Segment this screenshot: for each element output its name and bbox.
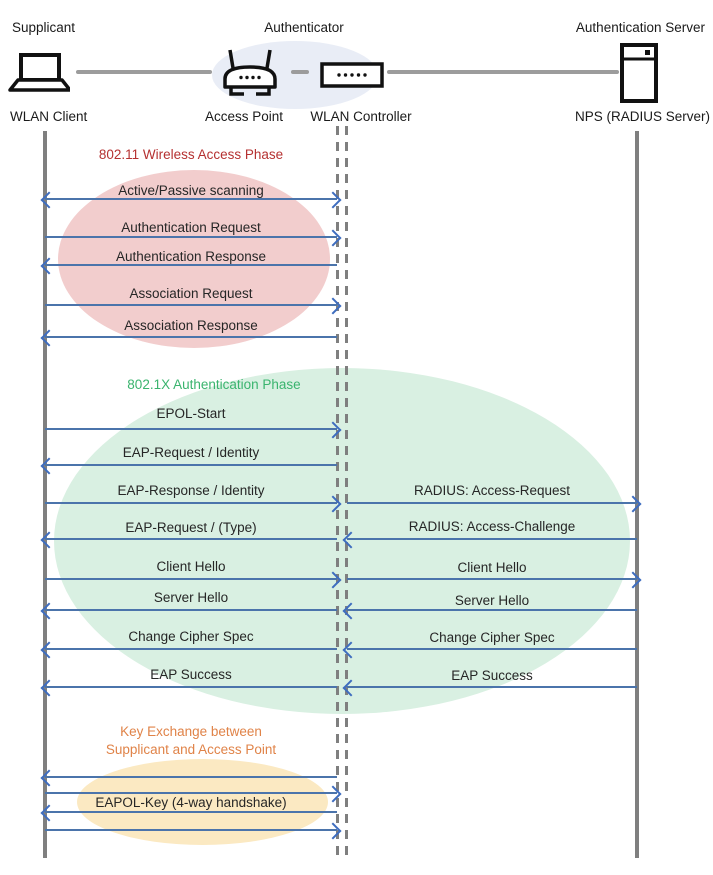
msg-radius-access-request: RADIUS: Access-Request	[413, 483, 571, 498]
arrow-eap-success-left	[45, 686, 337, 688]
msg-assoc-response: Association Response	[124, 318, 258, 333]
phase3-title-line2: Supplicant and Access Point	[105, 742, 277, 757]
msg-epol-start: EPOL-Start	[156, 406, 226, 421]
arrow-eap-request-type	[45, 538, 337, 540]
device-access-point: Access Point	[204, 109, 284, 124]
msg-client-hello-left: Client Hello	[156, 559, 226, 574]
wlan-controller-icon	[320, 62, 384, 88]
arrow-assoc-request	[45, 304, 337, 306]
msg-client-hello-right: Client Hello	[457, 560, 527, 575]
connector-ap-controller	[291, 70, 309, 74]
arrow-change-cipher-left	[45, 648, 337, 650]
connector-client-ap	[76, 70, 212, 74]
msg-server-hello-right: Server Hello	[454, 593, 530, 608]
msg-eap-request-identity: EAP-Request / Identity	[122, 445, 260, 460]
msg-change-cipher-left: Change Cipher Spec	[128, 629, 254, 644]
role-authenticator: Authenticator	[264, 20, 344, 35]
msg-radius-access-challenge: RADIUS: Access-Challenge	[408, 519, 576, 534]
arrow-eap-success-right	[347, 686, 637, 688]
access-point-icon	[222, 46, 278, 96]
connector-controller-server	[387, 70, 619, 74]
msg-eap-request-type: EAP-Request / (Type)	[125, 520, 257, 535]
msg-scanning: Active/Passive scanning	[118, 183, 264, 198]
arrow-server-hello-left	[45, 609, 337, 611]
arrow-assoc-response	[45, 336, 337, 338]
arrow-eapol-key-4	[45, 829, 337, 831]
msg-eap-response-identity: EAP-Response / Identity	[117, 483, 265, 498]
arrow-epol-start	[45, 428, 337, 430]
msg-assoc-request: Association Request	[129, 286, 253, 301]
msg-server-hello-left: Server Hello	[153, 590, 229, 605]
laptop-icon	[8, 52, 70, 94]
arrow-client-hello-left	[45, 578, 337, 580]
msg-change-cipher-right: Change Cipher Spec	[429, 630, 555, 645]
phase3-title-line1: Key Exchange between	[120, 724, 262, 739]
arrow-client-hello-right	[347, 578, 637, 580]
msg-auth-request: Authentication Request	[121, 220, 261, 235]
msg-eapol-key: EAPOL-Key (4-way handshake)	[95, 795, 287, 810]
device-nps: NPS (RADIUS Server)	[574, 109, 710, 124]
arrow-eapol-key-1	[45, 776, 337, 778]
phase2-title: 802.1X Authentication Phase	[127, 377, 301, 392]
arrow-eap-response-identity	[45, 502, 337, 504]
arrow-change-cipher-right	[347, 648, 637, 650]
server-icon	[619, 43, 659, 103]
phase1-title: 802.11 Wireless Access Phase	[98, 147, 284, 162]
arrow-eap-request-identity	[45, 464, 337, 466]
msg-auth-response: Authentication Response	[115, 249, 267, 264]
role-authentication-server: Authentication Server	[575, 20, 705, 35]
arrow-radius-access-request	[347, 502, 637, 504]
device-wlan-controller: WLAN Controller	[310, 109, 412, 124]
role-supplicant: Supplicant	[12, 20, 76, 35]
device-wlan-client: WLAN Client	[10, 109, 88, 124]
arrow-radius-access-challenge	[347, 538, 637, 540]
msg-eap-success-right: EAP Success	[451, 668, 533, 683]
msg-eap-success-left: EAP Success	[150, 667, 232, 682]
